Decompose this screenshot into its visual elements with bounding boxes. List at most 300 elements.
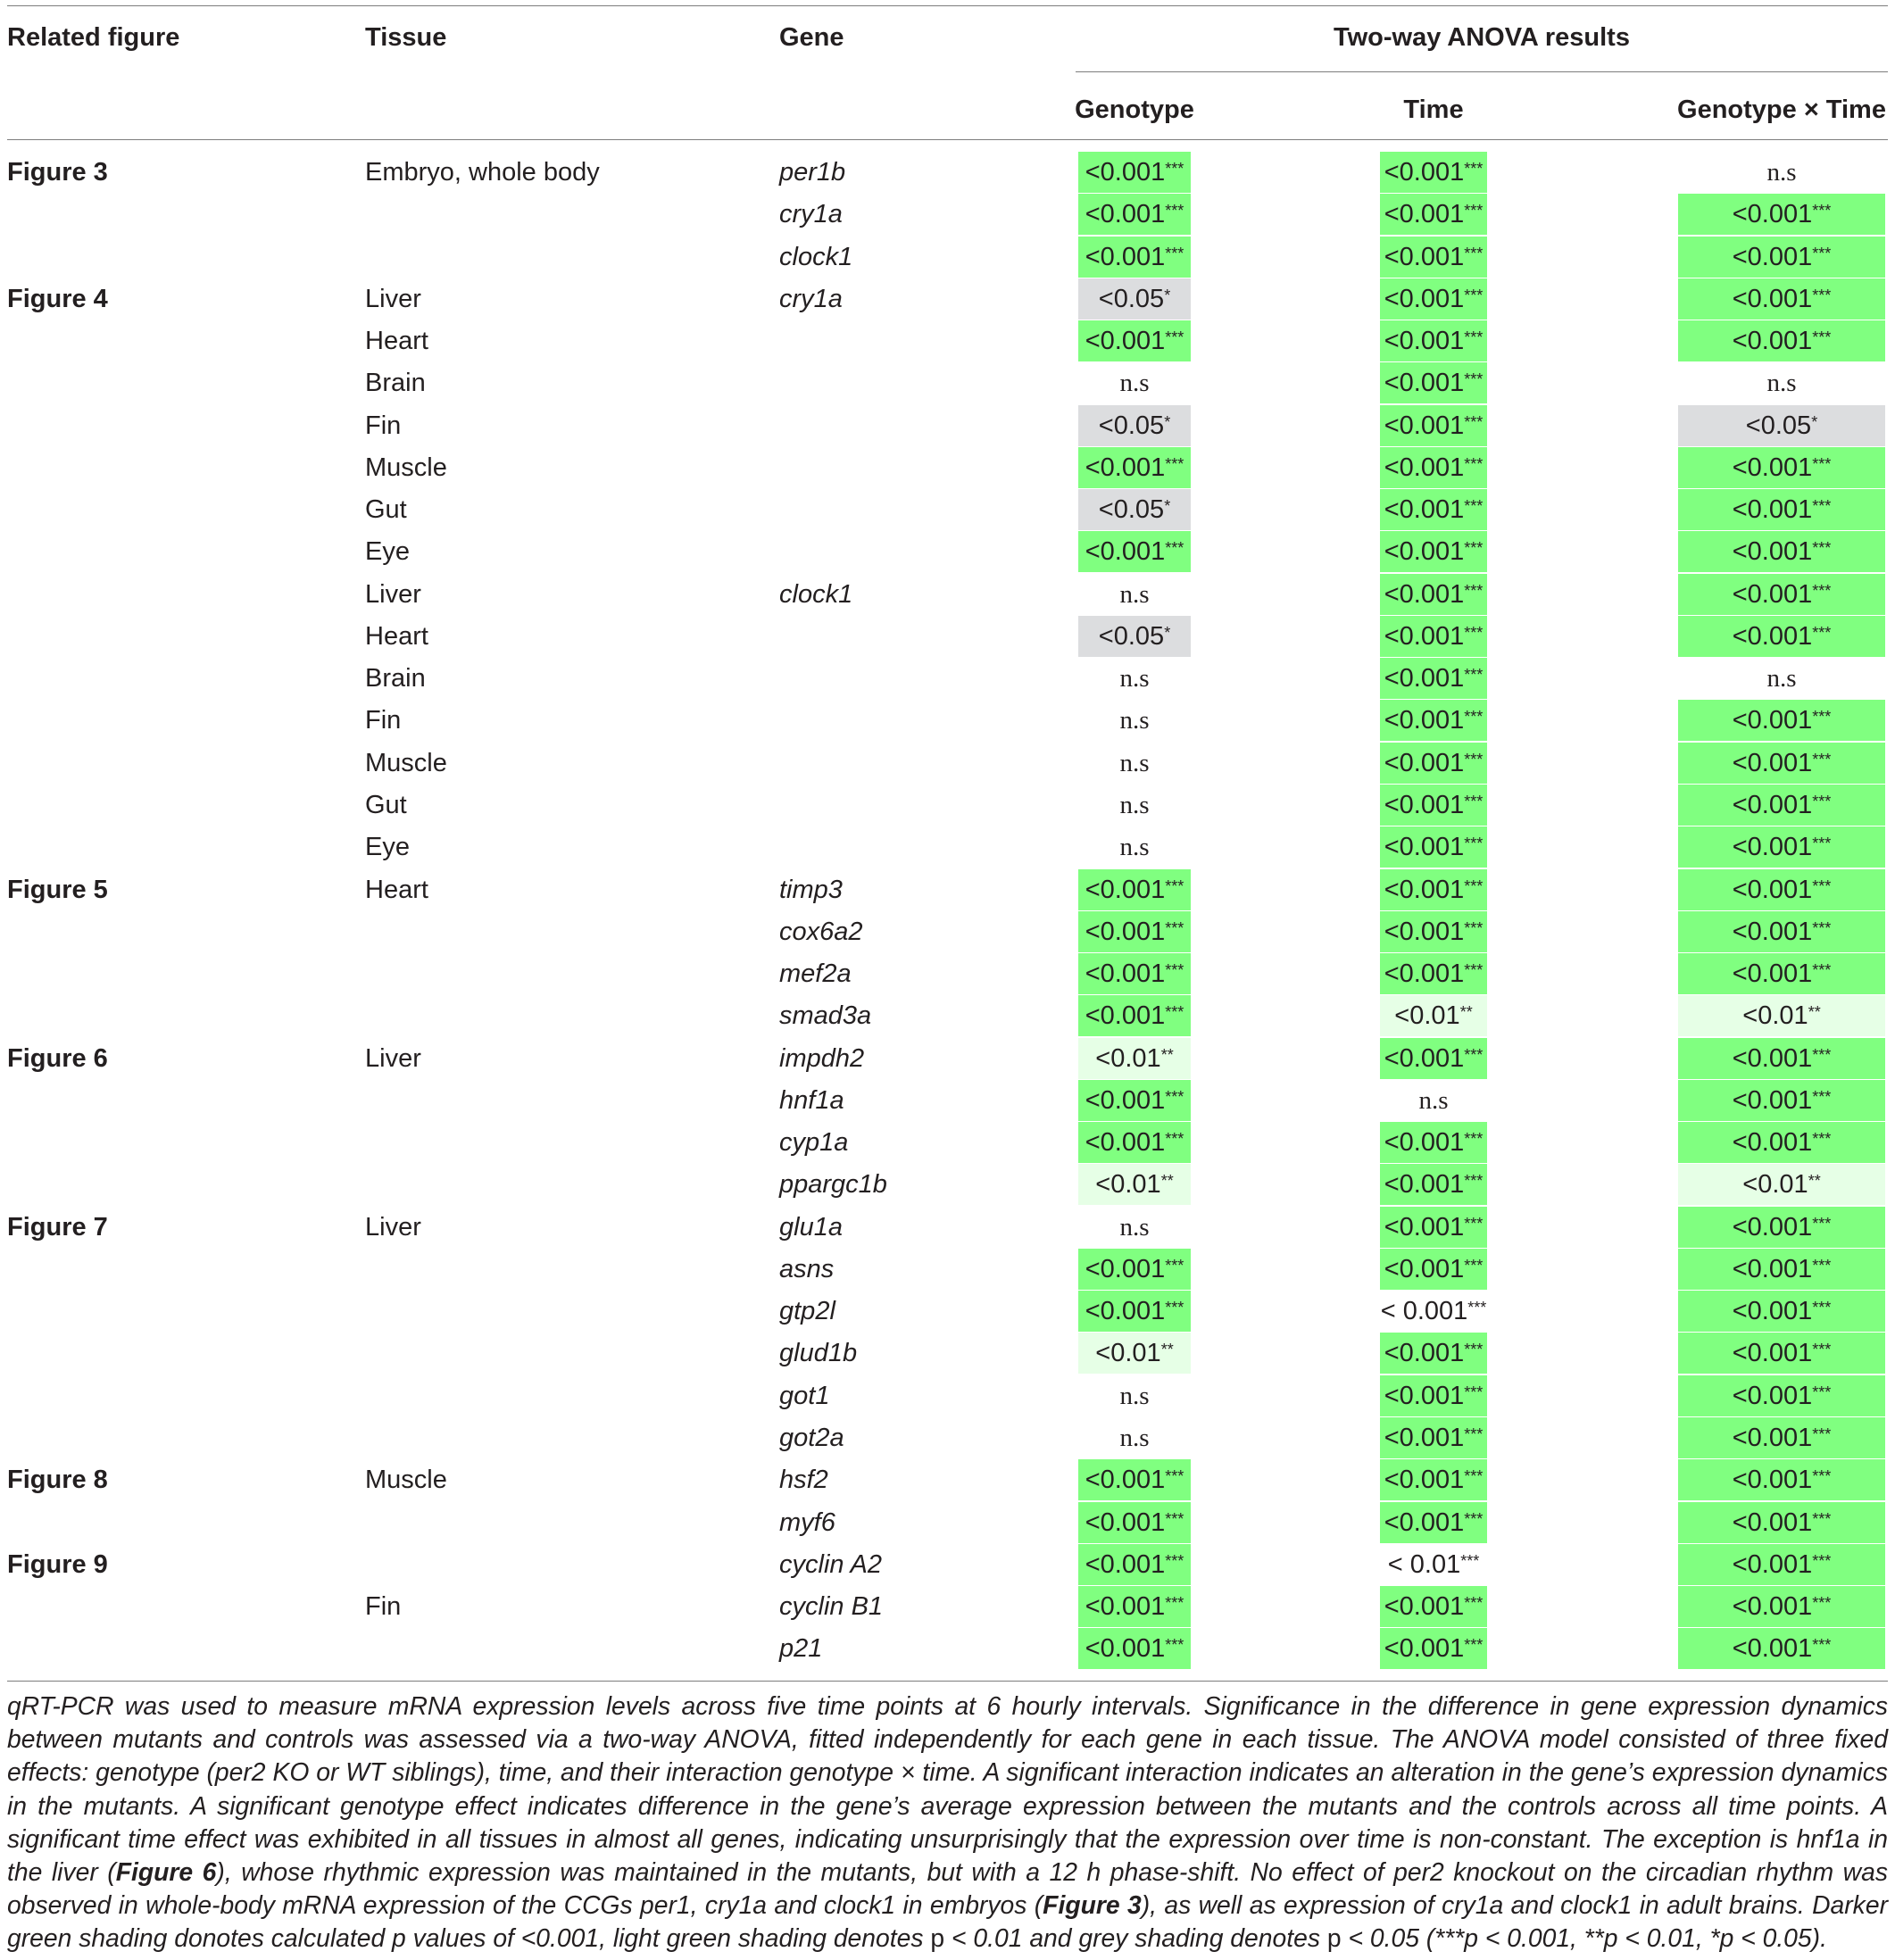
genotype-p-value-shading: [1078, 995, 1191, 1036]
genotype-p-value-cell: [1078, 785, 1191, 826]
table-row: [0, 1249, 1895, 1291]
time-significance-stars: ***: [1464, 1594, 1484, 1613]
genotype-p-value-shading: [1078, 658, 1191, 699]
genotype-p-value: <0.05: [1098, 284, 1165, 313]
interaction-significance-stars: ***: [1812, 1594, 1832, 1613]
genotype-significance-stars: ***: [1165, 1594, 1184, 1613]
time-significance-stars: ***: [1464, 918, 1484, 937]
gene-cell: cry1a: [779, 284, 843, 313]
genotype-p-value: <0.001: [1085, 1466, 1166, 1495]
table-row: [0, 1207, 1895, 1249]
genotype-significance-stars: ***: [1165, 1087, 1184, 1106]
genotype-significance-stars: ***: [1165, 876, 1184, 895]
genotype-p-value-shading: [1078, 1333, 1191, 1374]
interaction-p-value: <0.001: [1732, 748, 1813, 777]
interaction-p-value-cell: [1678, 237, 1885, 278]
interaction-p-value-shading: [1678, 743, 1885, 784]
interaction-p-value-cell: [1678, 911, 1885, 953]
genotype-p-value-cell: [1078, 1417, 1191, 1459]
caption-text-4: < 0.01 and grey shading denotes: [944, 1923, 1327, 1953]
related-figure-cell: Figure 3: [7, 158, 108, 187]
interaction-p-value: <0.001: [1732, 1128, 1813, 1158]
interaction-p-value: <0.001: [1732, 959, 1813, 989]
interaction-significance-stars: ***: [1812, 876, 1832, 895]
time-p-value-cell: [1380, 1628, 1487, 1670]
time-significance-stars: ***: [1464, 160, 1484, 178]
tissue-cell: Gut: [365, 495, 407, 525]
genotype-p-value-cell: [1078, 869, 1191, 911]
genotype-p-value: <0.05: [1098, 621, 1165, 651]
time-p-value-cell: [1380, 953, 1487, 995]
genotype-p-value-cell: [1078, 1249, 1191, 1291]
related-figure-cell: Figure 9: [7, 1549, 108, 1579]
time-significance-stars: ***: [1464, 1130, 1484, 1149]
genotype-p-value-cell: [1078, 995, 1191, 1037]
related-figure-cell: Figure 7: [7, 1212, 108, 1242]
genotype-significance-stars: ***: [1165, 454, 1184, 473]
genotype-p-value-shading: [1078, 489, 1191, 530]
time-p-value: <0.001: [1384, 917, 1465, 946]
time-p-value: <0.001: [1384, 537, 1465, 567]
genotype-p-value: n.s: [1119, 664, 1150, 693]
time-p-value: <0.001: [1384, 706, 1465, 735]
interaction-significance-stars: **: [1808, 1172, 1821, 1191]
related-figure-cell: Figure 8: [7, 1466, 108, 1495]
table-row: [0, 152, 1895, 194]
time-p-value: <0.001: [1384, 411, 1465, 440]
time-p-value: <0.001: [1384, 1466, 1465, 1495]
interaction-p-value-shading: [1678, 1544, 1885, 1585]
time-p-value-shading: [1380, 616, 1487, 657]
interaction-p-value-cell: [1678, 447, 1885, 489]
genotype-p-value-shading: [1078, 1586, 1191, 1627]
genotype-p-value: <0.001: [1085, 1128, 1166, 1158]
interaction-p-value-shading: [1678, 194, 1885, 235]
time-significance-stars: ***: [1464, 1636, 1484, 1655]
interaction-p-value: <0.001: [1732, 1381, 1813, 1410]
interaction-p-value: <0.001: [1732, 917, 1813, 946]
time-p-value-cell: [1380, 574, 1487, 616]
genotype-significance-stars: ***: [1165, 1636, 1184, 1655]
time-p-value-cell: [1380, 1375, 1487, 1417]
header-genotype-x-time: Genotype × Time: [1677, 96, 1886, 124]
time-significance-stars: ***: [1464, 708, 1484, 727]
genotype-p-value-shading: [1078, 237, 1191, 278]
tissue-cell: Liver: [365, 1043, 421, 1073]
time-p-value-cell: [1380, 152, 1487, 194]
table-row: [0, 911, 1895, 953]
interaction-p-value: <0.001: [1732, 706, 1813, 735]
time-significance-stars: ***: [1464, 539, 1484, 558]
interaction-p-value-cell: [1678, 1459, 1885, 1501]
table-row: [0, 700, 1895, 742]
table-row: [0, 1080, 1895, 1122]
genotype-p-value-shading: [1078, 785, 1191, 826]
interaction-p-value-shading: [1678, 1122, 1885, 1163]
tissue-cell: Fin: [365, 411, 402, 440]
genotype-significance-stars: **: [1160, 1045, 1174, 1064]
table-top-rule: [7, 5, 1888, 6]
time-p-value-shading: [1380, 531, 1487, 572]
genotype-significance-stars: *: [1164, 412, 1171, 431]
caption-text-5: < 0.05 (***p < 0.001, **p < 0.01, *p < 0.05).: [1341, 1923, 1827, 1953]
time-p-value-cell: [1380, 1544, 1487, 1586]
interaction-p-value: n.s: [1766, 158, 1797, 187]
table-row: [0, 574, 1895, 616]
genotype-p-value-shading: [1078, 1502, 1191, 1543]
time-p-value: <0.001: [1384, 959, 1465, 989]
interaction-p-value: <0.001: [1732, 242, 1813, 271]
time-p-value-shading: [1380, 1164, 1487, 1205]
tissue-cell: Heart: [365, 875, 428, 904]
time-significance-stars: ***: [1464, 961, 1484, 980]
genotype-p-value-shading: [1078, 362, 1191, 403]
interaction-p-value-shading: [1678, 616, 1885, 657]
gene-cell: got1: [779, 1381, 830, 1410]
gene-cell: impdh2: [779, 1043, 865, 1073]
time-p-value-shading: [1380, 152, 1487, 193]
genotype-p-value: <0.001: [1085, 1001, 1166, 1031]
interaction-p-value: <0.001: [1732, 1254, 1813, 1283]
interaction-p-value: <0.001: [1732, 1634, 1813, 1664]
interaction-p-value-shading: [1678, 1291, 1885, 1332]
genotype-significance-stars: ***: [1165, 1003, 1184, 1022]
genotype-p-value: n.s: [1119, 1423, 1150, 1452]
gene-cell: per1b: [779, 158, 846, 187]
time-p-value-cell: [1380, 237, 1487, 278]
header-time: Time: [1403, 96, 1464, 124]
genotype-significance-stars: ***: [1165, 202, 1184, 220]
interaction-p-value: <0.001: [1732, 1466, 1813, 1495]
table-row: [0, 1586, 1895, 1628]
interaction-significance-stars: ***: [1812, 581, 1832, 600]
interaction-significance-stars: *: [1811, 412, 1818, 431]
tissue-cell: Gut: [365, 790, 407, 819]
genotype-p-value-shading: [1078, 1080, 1191, 1121]
genotype-p-value: <0.01: [1095, 1339, 1161, 1368]
caption-text-2: ), whose rhythmic expression was maintained in the mutants, but with a 12 h phase-shift. No effect of per2 knockout on the circadian rhythm was observed in whole-body mRNA expression of the CCGs per1, cry1a and clock1 in embryos (: [7, 1857, 1888, 1920]
gene-cell: got2a: [779, 1423, 844, 1452]
interaction-p-value: <0.001: [1732, 875, 1813, 904]
interaction-p-value-shading: [1678, 1080, 1885, 1121]
table-row: [0, 1038, 1895, 1080]
time-p-value: <0.001: [1384, 1507, 1465, 1537]
interaction-p-value-cell: [1678, 1164, 1885, 1206]
interaction-significance-stars: ***: [1812, 835, 1832, 853]
time-p-value: <0.01: [1394, 1001, 1460, 1031]
interaction-p-value-cell: [1678, 743, 1885, 785]
header-related-figure: Related figure: [7, 23, 180, 52]
time-p-value-shading: [1380, 1586, 1487, 1627]
genotype-significance-stars: *: [1164, 623, 1171, 642]
time-p-value: <0.001: [1384, 833, 1465, 862]
genotype-p-value-shading: [1078, 700, 1191, 741]
genotype-significance-stars: **: [1160, 1341, 1174, 1359]
genotype-significance-stars: ***: [1165, 160, 1184, 178]
time-significance-stars: ***: [1460, 1551, 1480, 1570]
table-row: [0, 489, 1895, 531]
gene-cell: cyclin B1: [779, 1592, 884, 1622]
genotype-p-value-cell: [1078, 531, 1191, 573]
genotype-p-value: <0.001: [1085, 1634, 1166, 1664]
time-significance-stars: ***: [1464, 1509, 1484, 1528]
table-row: [0, 995, 1895, 1037]
time-p-value: <0.001: [1384, 284, 1465, 313]
interaction-p-value-cell: [1678, 574, 1885, 616]
time-p-value-cell: [1380, 911, 1487, 953]
time-p-value-cell: [1380, 1080, 1487, 1122]
genotype-p-value-shading: [1078, 743, 1191, 784]
genotype-significance-stars: ***: [1165, 539, 1184, 558]
interaction-p-value-shading: [1678, 447, 1885, 488]
tissue-cell: Brain: [365, 369, 426, 398]
interaction-p-value-shading: [1678, 953, 1885, 994]
time-p-value-shading: [1380, 1038, 1487, 1079]
genotype-p-value-cell: [1078, 658, 1191, 700]
interaction-p-value: <0.001: [1732, 621, 1813, 651]
interaction-p-value: <0.001: [1732, 1297, 1813, 1326]
time-p-value-shading: [1380, 1628, 1487, 1669]
interaction-significance-stars: ***: [1812, 244, 1832, 262]
time-significance-stars: ***: [1464, 412, 1484, 431]
interaction-p-value-shading: [1678, 405, 1885, 446]
genotype-p-value-cell: [1078, 1080, 1191, 1122]
interaction-p-value-cell: [1678, 1291, 1885, 1333]
genotype-p-value-cell: [1078, 194, 1191, 236]
time-p-value-shading: [1380, 1333, 1487, 1374]
genotype-p-value-cell: [1078, 405, 1191, 447]
gene-cell: smad3a: [779, 1001, 872, 1031]
interaction-p-value: <0.001: [1732, 1592, 1813, 1622]
interaction-p-value-cell: [1678, 320, 1885, 362]
interaction-p-value: <0.001: [1732, 1212, 1813, 1242]
time-p-value-cell: [1380, 1207, 1487, 1249]
genotype-significance-stars: ***: [1165, 328, 1184, 347]
genotype-p-value-cell: [1078, 237, 1191, 278]
gene-cell: glud1b: [779, 1339, 858, 1368]
interaction-p-value: <0.001: [1732, 833, 1813, 862]
interaction-p-value-shading: [1678, 237, 1885, 278]
genotype-p-value-cell: [1078, 616, 1191, 658]
time-p-value-cell: [1380, 447, 1487, 489]
interaction-p-value-shading: [1678, 785, 1885, 826]
genotype-p-value-cell: [1078, 362, 1191, 404]
time-p-value: <0.001: [1384, 1423, 1465, 1452]
interaction-significance-stars: ***: [1812, 1130, 1832, 1149]
tissue-cell: Eye: [365, 833, 410, 862]
time-p-value-cell: [1380, 826, 1487, 868]
time-p-value: <0.001: [1384, 200, 1465, 229]
interaction-significance-stars: ***: [1812, 750, 1832, 768]
interaction-p-value: <0.001: [1732, 1507, 1813, 1537]
genotype-p-value: n.s: [1119, 790, 1150, 819]
time-p-value-cell: [1380, 278, 1487, 320]
interaction-p-value-cell: [1678, 194, 1885, 236]
tissue-cell: Muscle: [365, 748, 447, 777]
time-p-value-shading: [1380, 489, 1487, 530]
time-p-value: <0.001: [1384, 1339, 1465, 1368]
genotype-p-value-shading: [1078, 152, 1191, 193]
time-p-value-cell: [1380, 1459, 1487, 1501]
genotype-p-value-shading: [1078, 1207, 1191, 1248]
time-p-value-shading: [1380, 911, 1487, 952]
time-p-value-shading: [1380, 194, 1487, 235]
interaction-p-value-cell: [1678, 1249, 1885, 1291]
interaction-significance-stars: ***: [1812, 328, 1832, 347]
time-p-value-cell: [1380, 785, 1487, 826]
caption-figure-6-ref: Figure 6: [115, 1857, 217, 1887]
interaction-significance-stars: ***: [1812, 539, 1832, 558]
interaction-p-value: <0.001: [1732, 537, 1813, 567]
genotype-p-value-cell: [1078, 1291, 1191, 1333]
gene-cell: clock1: [779, 579, 853, 609]
time-significance-stars: ***: [1464, 454, 1484, 473]
genotype-p-value: n.s: [1119, 833, 1150, 862]
interaction-p-value-shading: [1678, 1417, 1885, 1458]
genotype-p-value-shading: [1078, 1544, 1191, 1585]
time-p-value-cell: [1380, 743, 1487, 785]
table-row: [0, 194, 1895, 236]
genotype-p-value-shading: [1078, 574, 1191, 615]
time-significance-stars: ***: [1464, 244, 1484, 262]
tissue-cell: Fin: [365, 706, 402, 735]
genotype-p-value-cell: [1078, 1164, 1191, 1206]
interaction-p-value: <0.001: [1732, 327, 1813, 356]
time-p-value-cell: [1380, 1417, 1487, 1459]
genotype-p-value-cell: [1078, 1038, 1191, 1080]
time-p-value: <0.001: [1384, 1634, 1465, 1664]
genotype-p-value-shading: [1078, 1291, 1191, 1332]
time-p-value-shading: [1380, 237, 1487, 278]
time-p-value-cell: [1380, 531, 1487, 573]
time-p-value-cell: [1380, 658, 1487, 700]
interaction-p-value: <0.001: [1732, 284, 1813, 313]
genotype-p-value: <0.001: [1085, 1254, 1166, 1283]
time-p-value-shading: [1380, 1080, 1487, 1121]
caption-text-3: ), as well as expression of cry1a and clock1 in adult brains. Darker green shading donotes calculated p values of <0.001, light green shading denotes: [7, 1890, 1888, 1953]
genotype-p-value: <0.001: [1085, 327, 1166, 356]
table-row: [0, 1122, 1895, 1164]
tissue-cell: Embryo, whole body: [365, 158, 600, 187]
time-significance-stars: ***: [1464, 1256, 1484, 1275]
genotype-p-value-shading: [1078, 616, 1191, 657]
tissue-cell: Heart: [365, 327, 428, 356]
interaction-significance-stars: ***: [1812, 1424, 1832, 1443]
interaction-p-value-shading: [1678, 320, 1885, 361]
time-p-value: <0.001: [1384, 369, 1465, 398]
genotype-p-value: n.s: [1119, 748, 1150, 777]
interaction-p-value-shading: [1678, 1038, 1885, 1079]
time-significance-stars: ***: [1464, 497, 1484, 516]
genotype-p-value-cell: [1078, 1207, 1191, 1249]
header-bottom-rule: [7, 139, 1888, 140]
table-row: [0, 743, 1895, 785]
time-p-value: <0.001: [1384, 327, 1465, 356]
genotype-p-value: n.s: [1119, 1381, 1150, 1410]
interaction-p-value-shading: [1678, 1628, 1885, 1669]
interaction-significance-stars: ***: [1812, 1087, 1832, 1106]
genotype-p-value-cell: [1078, 1544, 1191, 1586]
gene-cell: myf6: [779, 1507, 835, 1537]
interaction-p-value: <0.001: [1732, 1043, 1813, 1073]
time-significance-stars: **: [1459, 1003, 1473, 1022]
interaction-p-value-shading: [1678, 911, 1885, 952]
interaction-p-value-shading: [1678, 362, 1885, 403]
time-p-value-cell: [1380, 1333, 1487, 1374]
time-p-value: <0.001: [1384, 1381, 1465, 1410]
interaction-significance-stars: ***: [1812, 1636, 1832, 1655]
genotype-p-value-shading: [1078, 194, 1191, 235]
interaction-p-value-cell: [1678, 1544, 1885, 1586]
interaction-p-value-cell: [1678, 785, 1885, 826]
table-row: [0, 531, 1895, 573]
genotype-p-value: <0.001: [1085, 1549, 1166, 1579]
interaction-p-value: <0.001: [1732, 579, 1813, 609]
interaction-p-value: <0.001: [1732, 790, 1813, 819]
genotype-p-value-shading: [1078, 320, 1191, 361]
gene-cell: hsf2: [779, 1466, 828, 1495]
related-figure-cell: Figure 6: [7, 1043, 108, 1073]
genotype-p-value: <0.001: [1085, 1297, 1166, 1326]
genotype-p-value-cell: [1078, 911, 1191, 953]
time-p-value: n.s: [1418, 1085, 1449, 1115]
genotype-p-value-shading: [1078, 1459, 1191, 1500]
genotype-p-value: n.s: [1119, 369, 1150, 398]
time-p-value-shading: [1380, 1544, 1487, 1585]
interaction-p-value-cell: [1678, 1586, 1885, 1628]
table-row: [0, 320, 1895, 362]
interaction-p-value-cell: [1678, 869, 1885, 911]
genotype-significance-stars: ***: [1165, 1299, 1184, 1317]
time-p-value-shading: [1380, 1459, 1487, 1500]
interaction-significance-stars: ***: [1812, 1551, 1832, 1570]
interaction-significance-stars: ***: [1812, 1467, 1832, 1486]
interaction-p-value-shading: [1678, 826, 1885, 868]
time-p-value: <0.001: [1384, 1254, 1465, 1283]
time-significance-stars: ***: [1464, 328, 1484, 347]
genotype-p-value: <0.001: [1085, 200, 1166, 229]
interaction-p-value: <0.001: [1732, 1549, 1813, 1579]
genotype-p-value-cell: [1078, 278, 1191, 320]
genotype-significance-stars: ***: [1165, 244, 1184, 262]
caption-text-1: qRT-PCR was used to measure mRNA expression levels across five time points at 6 hourly intervals. Significance in the difference in gene expression dynamics between mutants and controls was assessed via a two-way ANOVA, fitted independently for each gene in each tissue. The ANOVA model consisted of three fixed effects: genotype (per2 KO or WT siblings), time, and their interaction genotype × time. A significant interaction indicates an alteration in the gene’s expression dynamics in the mutants. A significant genotype effect indicates difference in the gene’s average expression between the mutants and the controls across all time points. A significant time effect was exhibited in all tissues in almost all genes, indicating unsurprisingly that the expression over time is non-constant. The exception is hnf1a in the liver (: [7, 1691, 1888, 1887]
interaction-p-value-cell: [1678, 1207, 1885, 1249]
table-row: [0, 953, 1895, 995]
time-p-value-shading: [1380, 785, 1487, 826]
genotype-significance-stars: ***: [1165, 1467, 1184, 1486]
table-row: [0, 237, 1895, 278]
genotype-p-value: <0.001: [1085, 959, 1166, 989]
gene-cell: cry1a: [779, 200, 843, 229]
interaction-significance-stars: ***: [1812, 1214, 1832, 1233]
genotype-p-value-shading: [1078, 1122, 1191, 1163]
interaction-p-value-cell: [1678, 152, 1885, 194]
interaction-significance-stars: ***: [1812, 961, 1832, 980]
interaction-p-value: <0.01: [1742, 1170, 1808, 1200]
tissue-cell: Eye: [365, 537, 410, 567]
time-p-value: <0.001: [1384, 1043, 1465, 1073]
genotype-p-value-shading: [1078, 531, 1191, 572]
genotype-significance-stars: ***: [1165, 1551, 1184, 1570]
time-significance-stars: ***: [1464, 1045, 1484, 1064]
gene-cell: ppargc1b: [779, 1170, 887, 1200]
table-row: [0, 1375, 1895, 1417]
interaction-p-value-shading: [1678, 700, 1885, 741]
time-p-value-cell: [1380, 1122, 1487, 1164]
genotype-p-value-shading: [1078, 1038, 1191, 1079]
genotype-p-value: <0.001: [1085, 917, 1166, 946]
genotype-p-value-cell: [1078, 1502, 1191, 1544]
